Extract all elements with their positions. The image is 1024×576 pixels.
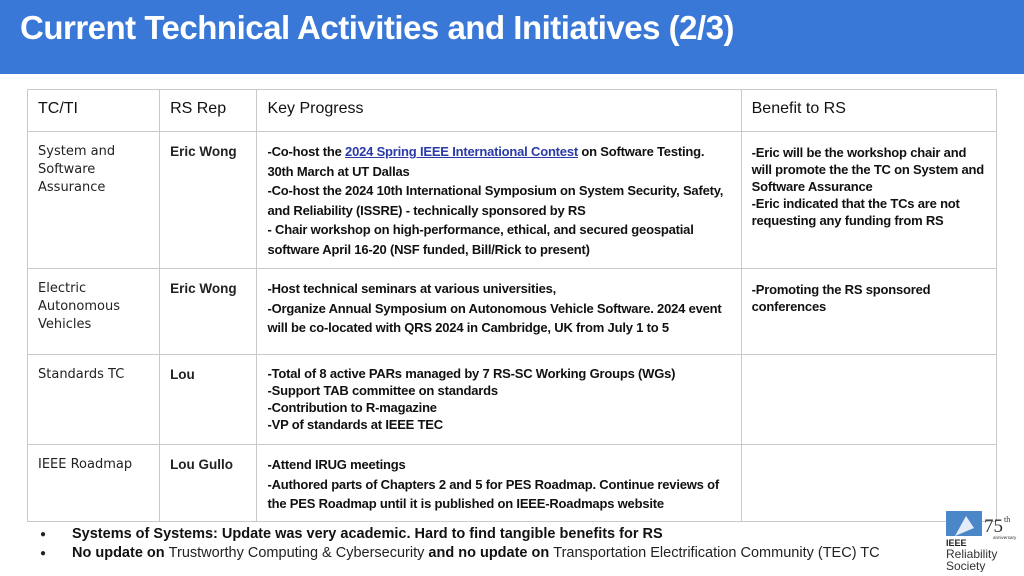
row-benefit (741, 269, 996, 355)
benefit-line: -Eric indicated that the TCs are not requesting any funding from RS (751, 196, 960, 228)
progress-line: -Authored parts of Chapters 2 and 5 for PES Roadmap. Continue reviews of the PES Roadmap until it is published on IEEE-Roadmaps website (267, 476, 719, 511)
progress-line: - Chair workshop on high-performance, ethical, and secured geospatial software April 16-20 (NSF funded, Bill/Rick to present) (267, 222, 694, 257)
list-item (40, 544, 880, 563)
logo-ieee: IEEE (946, 538, 967, 548)
progress-line: -VP of standards at IEEE TEC (267, 417, 443, 432)
row-progress (257, 445, 741, 522)
page-title: Current Technical Activities and Initiatives (2/3) (20, 9, 735, 46)
progress-line: -Attend IRUG meetings (267, 457, 406, 472)
logo-anniversary: anniversary (993, 535, 1017, 540)
table-row (28, 355, 997, 445)
list-item (40, 525, 880, 544)
logo-th: th (1004, 515, 1011, 524)
benefit-line: -Eric will be the workshop chair and will promote the the TC on System and Software Assurance (751, 145, 985, 194)
bullet-list (40, 525, 880, 563)
row-name: System and Software Assurance (28, 132, 160, 269)
bullet-text: Update was very academic. Hard to find tangible benefits for RS (217, 526, 663, 542)
progress-line: -Total of 8 active PARs managed by 7 RS-SC Working Groups (WGs) (267, 366, 676, 381)
row-progress (257, 355, 741, 445)
logo-reliability: Reliability (946, 547, 998, 561)
title-bar (0, 0, 1024, 74)
row-progress (257, 132, 741, 269)
progress-line: -Contribution to R-magazine (267, 400, 437, 415)
activities-table (27, 89, 997, 522)
row-name: Standards TC (28, 355, 160, 445)
header-benefit: Benefit to RS (741, 90, 996, 132)
progress-line: -Co-host the 2024 10th International Symposium on System Security, Safety, and Reliability (ISSRE) - technically sponsored by RS (267, 183, 724, 218)
table-row (28, 269, 997, 355)
row-rep: Eric Wong (160, 132, 257, 269)
progress-line (267, 142, 730, 181)
table-row (28, 132, 997, 269)
row-name: IEEE Roadmap (28, 445, 160, 522)
bullet-text: Transportation Electrification Community (TEC) TC (553, 545, 880, 561)
logo-75: 75 (984, 516, 1003, 537)
bullet-text: Trustworthy Computing & Cybersecurity (168, 545, 425, 561)
ieee-rs-75th-logo (944, 508, 1020, 572)
row-name: Electric Autonomous Vehicles (28, 269, 160, 355)
contest-link[interactable]: 2024 Spring IEEE International Contest (345, 144, 578, 159)
header-tc-ti: TC/TI (28, 90, 160, 132)
header-key-progress: Key Progress (257, 90, 741, 132)
header-rs-rep: RS Rep (160, 90, 257, 132)
bullet-text: and no update on (424, 545, 554, 561)
progress-line: -Host technical seminars at various universities, (267, 281, 557, 296)
logo-society: Society (946, 559, 986, 572)
row-benefit (741, 355, 996, 445)
table-header-row (28, 90, 997, 132)
bullet-text: No update on (72, 545, 169, 561)
row-rep: Lou (160, 355, 257, 445)
progress-line: -Organize Annual Symposium on Autonomous Vehicle Software. 2024 event will be co-located with QRS 2024 in Cambridge, UK from July 1 to 5 (267, 300, 722, 335)
bullet-label: Systems of Systems: (72, 526, 218, 542)
progress-line: -Support TAB committee on standards (267, 383, 498, 398)
progress-text: -Co-host the (267, 144, 346, 159)
table-row (28, 445, 997, 522)
row-rep: Eric Wong (160, 269, 257, 355)
row-benefit (741, 132, 996, 269)
row-rep: Lou Gullo (160, 445, 257, 522)
progress-text: on Software Testing. 30th March at UT Dallas (267, 144, 705, 179)
row-progress (257, 269, 741, 355)
benefit-line: -Promoting the RS sponsored conferences (751, 282, 931, 314)
